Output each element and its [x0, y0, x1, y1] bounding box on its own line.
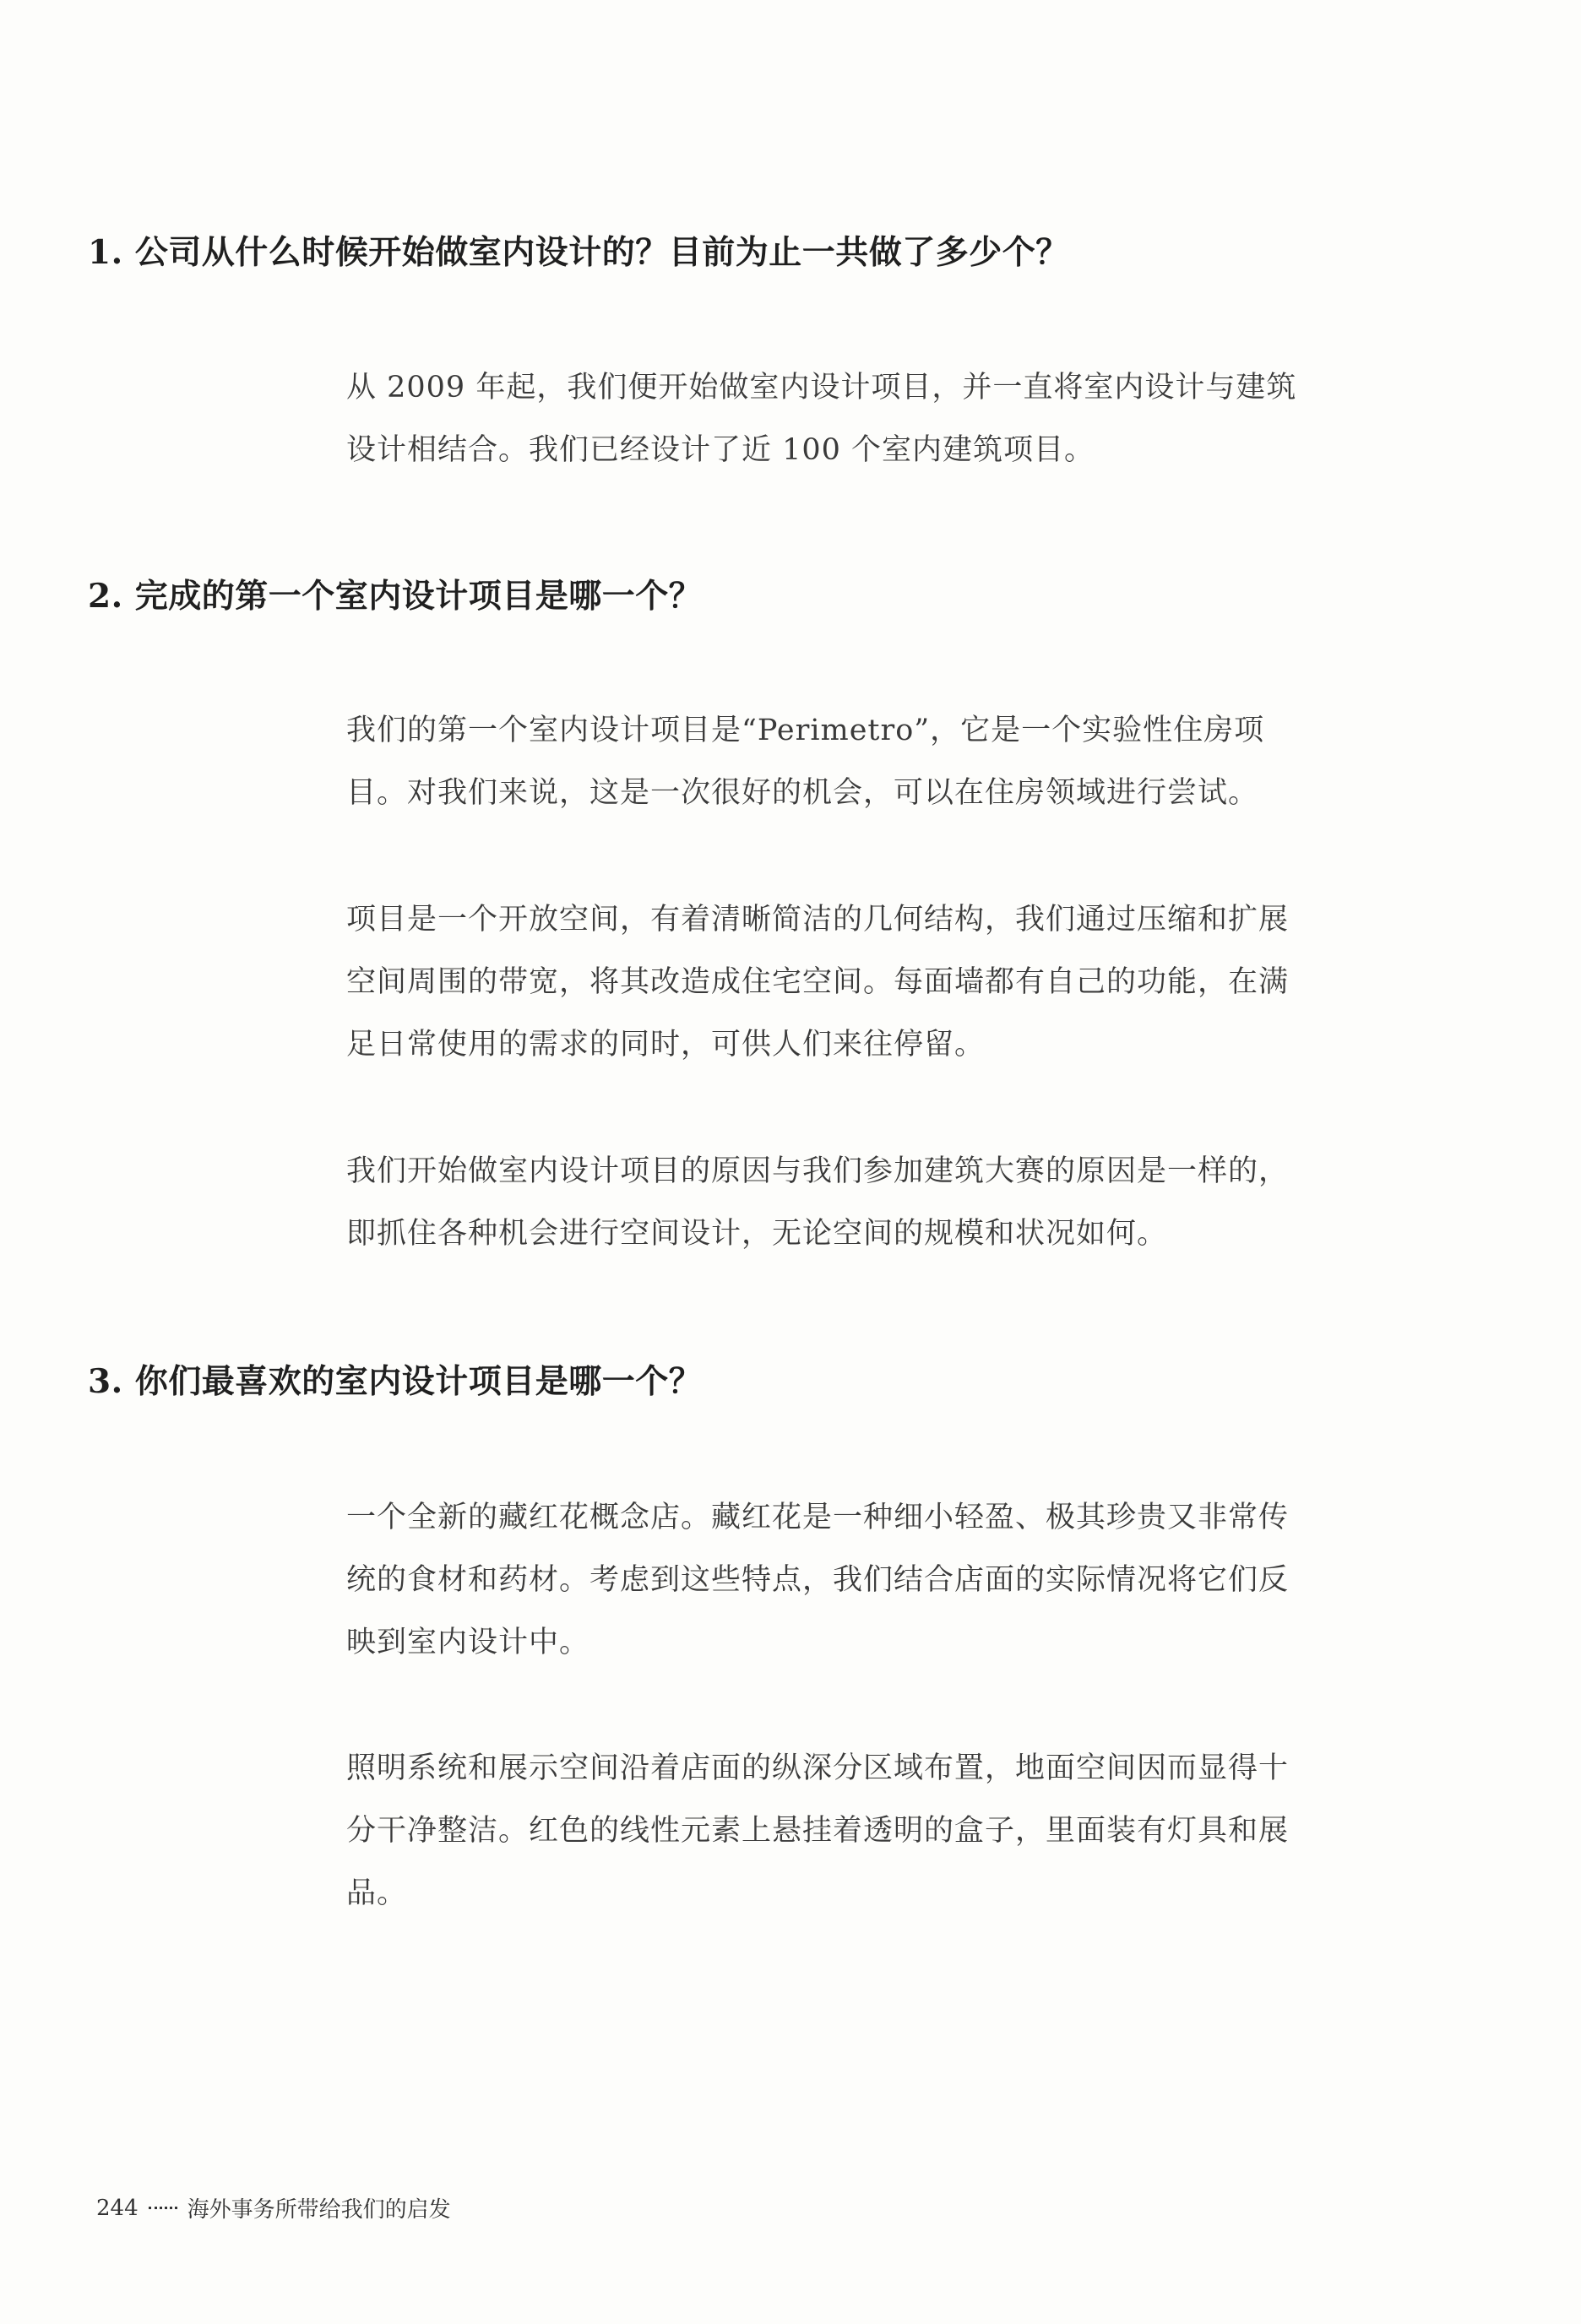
page-footer — [96, 2192, 451, 2224]
question-3-answer-paragraph-2: 照明系统和展示空间沿着店面的纵深分区域布置，地面空间因而显得十分干净整洁。红色的线性元素上悬挂着透明的盒子，里面装有灯具和展品。 — [346, 1751, 1290, 1910]
question-3-answer-paragraph-1: 一个全新的藏红花概念店。藏红花是一种细小轻盈、极其珍贵又非常传统的食材和药材。考虑到这些特点，我们结合店面的实际情况将它们反映到室内设计中。 — [346, 1501, 1290, 1659]
footer-separator — [149, 2207, 177, 2209]
question-1-answer-paragraph-1: 从 2009 年起，我们便开始做室内设计项目，并一直将室内设计与建筑设计相结合。我们已经设计了近 100 个室内建筑项目。 — [346, 371, 1297, 467]
question-2-answer-paragraph-2: 项目是一个开放空间，有着清晰简洁的几何结构，我们通过压缩和扩展空间周围的带宽，将其改造成住宅空间。每面墙都有自己的功能，在满足日常使用的需求的同时，可供人们来往停留。 — [346, 903, 1290, 1062]
question-3-heading: 3. 你们最喜欢的室内设计项目是哪一个？ — [88, 1362, 703, 1401]
question-2-answer-paragraph-1: 我们的第一个室内设计项目是“Perimetro”，它是一个实验性住房项目。对我们来说，这是一次很好的机会，可以在住房领域进行尝试。 — [346, 714, 1265, 810]
question-1-heading: 1. 公司从什么时候开始做室内设计的？目前为止一共做了多少个？ — [88, 233, 1069, 272]
question-2-heading: 2. 完成的第一个室内设计项目是哪一个？ — [88, 577, 703, 616]
page-number: 244 — [96, 2195, 139, 2221]
question-2-answer-paragraph-3: 我们开始做室内设计项目的原因与我们参加建筑大赛的原因是一样的，即抓住各种机会进行空间设计，无论空间的规模和状况如何。 — [346, 1154, 1290, 1251]
book-title: 海外事务所带给我们的启发 — [187, 2197, 451, 2223]
